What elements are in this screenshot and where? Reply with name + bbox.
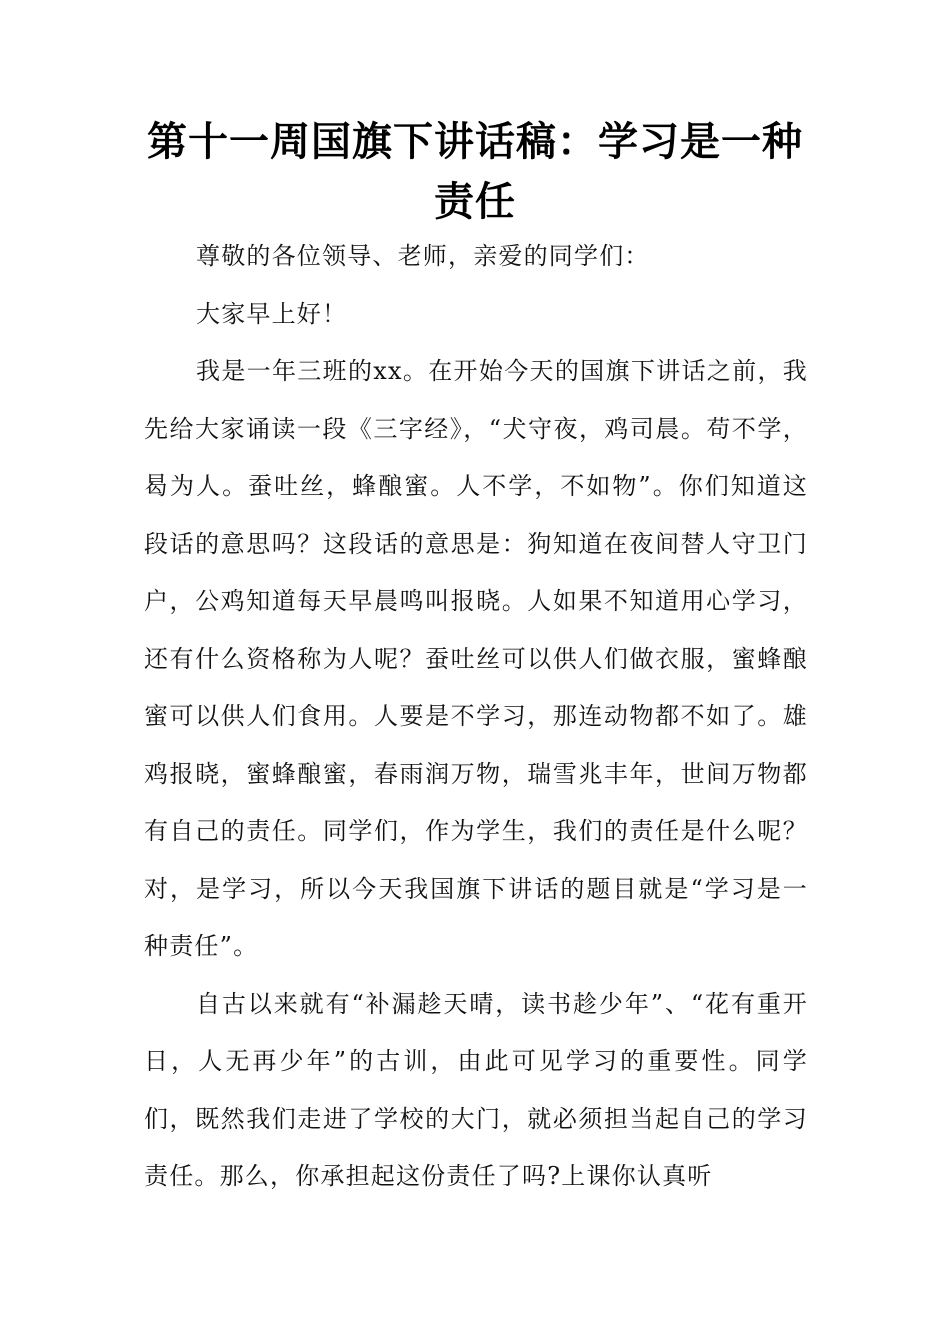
- paragraph-greeting: 尊敬的各位领导、老师，亲爱的同学们：: [196, 242, 650, 270]
- document-body: [144, 228, 808, 1206]
- paragraph-introduction: 我是一年三班的xx。在开始今天的国旗下讲话之前，我先给大家诵读一段《三字经》，“犬守夜，鸡司晨。苟不学，曷为人。蚕吐丝，蜂酿蜜。人不学，不如物”。你们知道这段话的意思吗？这段话的意思是：狗知道在夜间替人守卫门户，公鸡知道每天早晨鸣叫报晓。人如果不知道用心学习，还有什么资格称为人呢？蚕吐丝可以供人们做衣服，蜜蜂酿蜜可以供人们食用。人要是不学习，那连动物都不如了。雄鸡报晓，蜜蜂酿蜜，春雨润万物，瑞雪兆丰年，世间万物都有自己的责任。同学们，作为学生，我们的责任是什么呢？对，是学习，所以今天我国旗下讲话的题目就是“学习是一种责任”。: [144, 357, 808, 960]
- paragraph-good-morning: 大家早上好！: [196, 299, 348, 328]
- paragraph-importance-of-learning: 自古以来就有“补漏趁天晴，读书趁少年”、“花有重开日，人无再少年”的古训，由此可见学习的重要性。同学们，既然我们走进了学校的大门，就必须担当起自己的学习责任。那么，你承担起这份责任了吗?上课你认真听: [144, 989, 808, 1190]
- document-title: 第十一周国旗下讲话稿：学习是一种责任: [147, 118, 803, 225]
